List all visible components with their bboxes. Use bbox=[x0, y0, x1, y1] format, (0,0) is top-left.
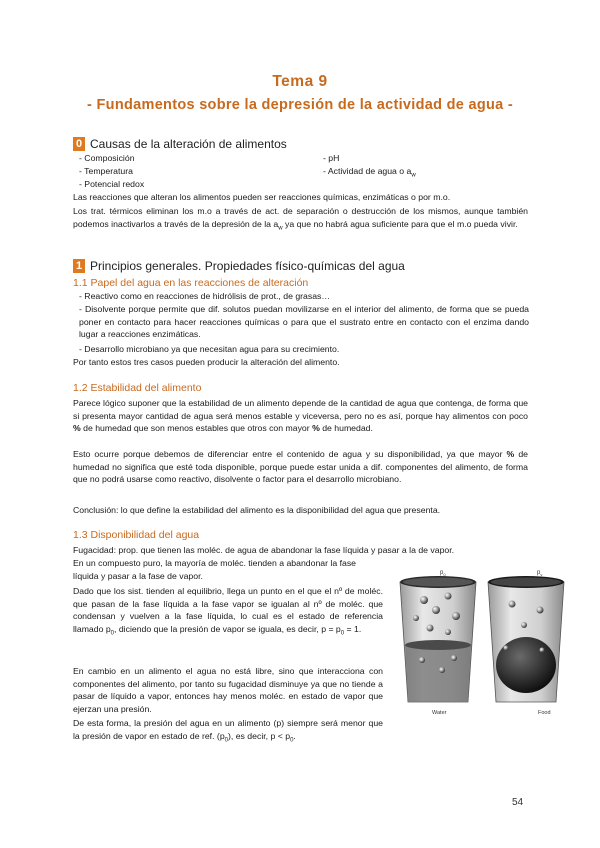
doc-title: Tema 9 bbox=[272, 73, 328, 90]
list-item: - Reactivo como en reacciones de hidrólisis de prot., de grasas… bbox=[79, 291, 331, 301]
section-title: Principios generales. Propiedades físico-químicas del agua bbox=[90, 259, 405, 273]
paragraph: Las reacciones que alteran los alimentos pueden ser reacciones químicas, enzimáticas o por m.o. bbox=[73, 192, 451, 202]
paragraph: De esta forma, la presión del agua en un alimento (p) siempre será menor que la presión de vapor en estado de ref. $(p_0)$, es decir, $p < p_0$. bbox=[73, 718, 383, 744]
subsection-heading: 1.2 Estabilidad del alimento bbox=[73, 382, 202, 394]
vapor-pressure-figure bbox=[392, 570, 572, 718]
paragraph: Por tanto estos tres casos pueden producir la alteración del alimento. bbox=[73, 357, 340, 367]
subsection-heading: 1.3 Disponibilidad del agua bbox=[73, 529, 200, 541]
section-number-badge: 0 bbox=[73, 137, 85, 151]
paragraph: Esto ocurre porque debemos de diferenciar entre el contenido de agua y su disponibilidad, ya que mayor % de humedad no significa que esté toda disponible, porque puede estar unida a dif. componentes del alimento, de forma que no podrá usarse como reactivo, disolvente o factor para el desarrollo microbiano. bbox=[73, 449, 528, 484]
paragraph: Parece lógico suponer que la estabilidad de un alimento depende de la cantidad de agua que contenga, de forma que si presenta mayor cantidad de agua será menos estable y viceversa, pero no es así, porque hay alimentos con poco % de humedad que son menos estables que otros con mayor % de humedad. bbox=[73, 398, 528, 433]
list-item: - Disolvente porque permite que dif. solutos puedan movilizarse en el interior del alimento, de forma que se pueda poner en contacto para hacer reacciones químicas o para que el sustrato entre en contacto con el enzima dando lugar a reacciones enzimáticas. bbox=[79, 304, 529, 339]
list-item: - pH bbox=[323, 153, 340, 163]
glasses-illustration bbox=[392, 570, 572, 718]
subsection-heading: 1.1 Papel del agua en las reacciones de alteración bbox=[73, 277, 309, 289]
food-glass bbox=[488, 576, 564, 702]
figure-label-water: Water bbox=[432, 710, 447, 716]
paragraph: Los trat. térmicos eliminan los m.o a través de act. de separación o destrucción de los mismos, aunque también podemos inactivarlos a través de la depresión de la $a_w$ ya que no habrá agua suficiente para que el m.o pueda vivir. bbox=[73, 206, 528, 232]
doc-subtitle: - Fundamentos sobre la depresión de la actividad de agua - bbox=[87, 97, 513, 113]
section-title: Causas de la alteración de alimentos bbox=[90, 137, 287, 151]
paragraph: En cambio en un alimento el agua no está libre, sino que interacciona con componentes del alimento, por tanto su fugacidad disminuye ya que no tiende a pasar de líquido a vapor, entonces hay menos moléc. en estado de vapor que ejerzan una presión. bbox=[73, 666, 383, 714]
list-item: - Actividad de agua o $a_w$ bbox=[323, 166, 416, 179]
paragraph: Dado que los sist. tienden al equilibrio, llega un punto en el que el nº de moléc. que pasan de la fase líquida a la fase vapor se igualan al nº de moléc. que condensan y vuelven a la fase líquida, lo cual es el estado de referencia llamado $p_0$, diciendo que la presión de vapor se iguala, es decir, $p = p_0 = 1$. bbox=[73, 586, 383, 637]
section-1-heading bbox=[73, 259, 405, 273]
paragraph: Conclusión: lo que define la estabilidad del alimento es la disponibilidad del agua que presenta. bbox=[73, 505, 441, 515]
list-item: - Temperatura bbox=[79, 166, 133, 176]
figure-label-food: Food bbox=[538, 710, 551, 716]
list-item: - Desarrollo microbiano ya que necesitan agua para su crecimiento. bbox=[79, 344, 340, 354]
page-number: 54 bbox=[512, 797, 524, 808]
figure-label-p0: $p_0$ bbox=[440, 570, 446, 578]
water-glass bbox=[400, 576, 476, 702]
section-0-heading bbox=[73, 137, 287, 151]
list-item: - Potencial redox bbox=[79, 179, 145, 189]
list-item: - Composición bbox=[79, 153, 135, 163]
paragraph: Fugacidad: prop. que tienen las moléc. de agua de abandonar la fase líquida y pasar a la de vapor. bbox=[73, 545, 455, 555]
paragraph: En un compuesto puro, la mayoría de moléc. tienden a abandonar la fase líquida y pasar a la fase de vapor. bbox=[73, 558, 357, 581]
section-number-badge: 1 bbox=[73, 259, 85, 273]
figure-label-pv: $p_v$ bbox=[537, 570, 543, 578]
